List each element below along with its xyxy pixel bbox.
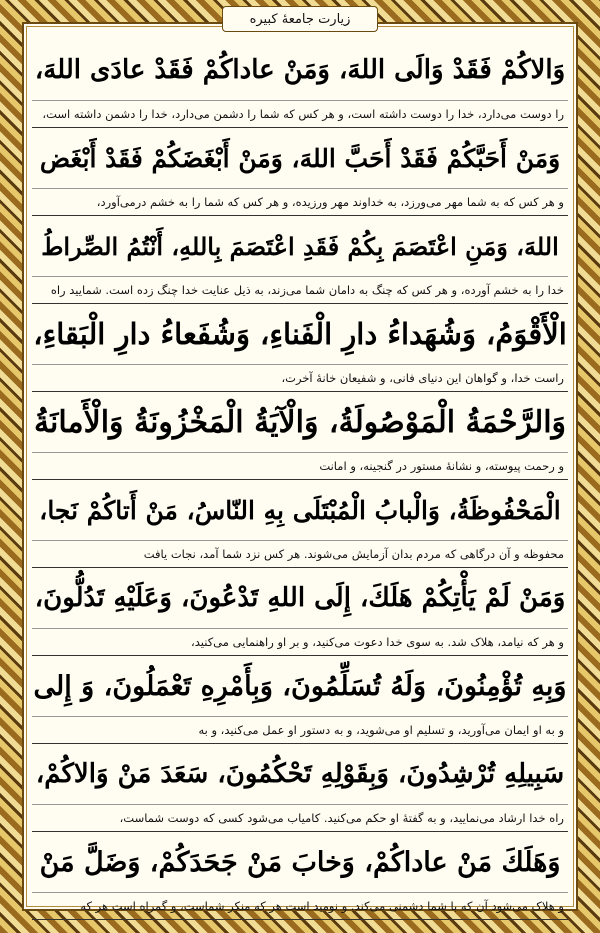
persian-translation: را دوست می‌دارد، خدا را دوست داشته است، و هر کس که شما را دشمن می‌دارد، خدا را دشمن داشته است، bbox=[32, 101, 568, 128]
verse-block bbox=[32, 656, 568, 744]
verse-block bbox=[32, 40, 568, 128]
text-body bbox=[32, 40, 568, 913]
persian-translation: خدا را به خشم آورده، و هر کس که چنگ به دامان شما می‌زند، به ذیل عنایت خدا چنگ زده است. شمایید راه bbox=[32, 277, 568, 304]
arabic-line: وَمَنْ أَحَبَّكُمْ فَقَدْ أَحَبَّ اللهَ، وَمَنْ أَبْغَضَكُمْ فَقَدْ أَبْغَض bbox=[32, 128, 568, 189]
verse-block bbox=[32, 832, 568, 920]
arabic-line: اللهَ، وَمَنِ اعْتَصَمَ بِكُمْ فَقَدِ اعْتَصَمَ بِاللهِ، أَنْتُمُ الصِّراطُ bbox=[32, 216, 568, 277]
verse-block bbox=[32, 568, 568, 656]
persian-translation: محفوظه و آن درگاهی که مردم بدان آزمایش می‌شوند. هر کس نزد شما آمد، نجات یافت bbox=[32, 541, 568, 568]
persian-translation: راه خدا ارشاد می‌نمایید، و به گفتهٔ او حکم می‌کنید. کامیاب می‌شود کسی که دوست شماست، bbox=[32, 805, 568, 832]
arabic-line: وَهَلَكَ مَنْ عاداكُمْ، وَخابَ مَنْ جَحَدَكُمْ، وَضَلَّ مَنْ bbox=[32, 832, 568, 893]
arabic-line: سَبِيلِهِ تُرْشِدُونَ، وَبِقَوْلِهِ تَحْكُمُونَ، سَعَدَ مَنْ وَالاكُمْ، bbox=[32, 744, 568, 805]
arabic-line: وَمَنْ لَمْ يَأْتِكُمْ هَلَكَ، إِلَى اللهِ تَدْعُونَ، وَعَلَيْهِ تَدُلُّونَ، bbox=[32, 568, 568, 629]
arabic-line: وَالاكُمْ فَقَدْ وَالَى اللهَ، وَمَنْ عاداكُمْ فَقَدْ عادَى اللهَ، bbox=[32, 40, 568, 101]
arabic-line: وَبِهِ تُؤْمِنُونَ، وَلَهُ تُسَلِّمُونَ، وَبِأَمْرِهِ تَعْمَلُونَ، وَ إِلى bbox=[32, 656, 568, 717]
verse-block bbox=[32, 128, 568, 216]
page-title: زیارت جامعهٔ کبیره bbox=[222, 6, 378, 32]
arabic-line: الْأَقْوَمُ، وَشُهَداءُ دارِ الْفَناءِ، وَشُفَعاءُ دارِ الْبَقاءِ، bbox=[32, 304, 568, 365]
verse-block bbox=[32, 392, 568, 480]
arabic-line: الْمَحْفُوظَةُ، وَالْبابُ الْمُبْتَلَى بِهِ النّاسُ، مَنْ أَتاكُمْ نَجا، bbox=[32, 480, 568, 541]
persian-translation: راست خدا، و گواهان این دنیای فانی، و شفیعان خانهٔ آخرت، bbox=[32, 365, 568, 392]
verse-block bbox=[32, 304, 568, 392]
verse-block bbox=[32, 744, 568, 832]
verse-block bbox=[32, 480, 568, 568]
persian-translation: و هر که نیامد، هلاک شد. به سوی خدا دعوت می‌کنید، و بر او راهنمایی می‌کنید، bbox=[32, 629, 568, 656]
persian-translation: و به او ایمان می‌آورید، و تسلیم او می‌شوید، و به دستور او عمل می‌کنید، و به bbox=[32, 717, 568, 744]
arabic-line: وَالرَّحْمَةُ الْمَوْصُولَةُ، وَالْآيَةُ الْمَخْزُونَةُ وَالْأَمانَةُ bbox=[32, 392, 568, 453]
persian-translation: و هر کس که به شما مهر می‌ورزد، به خداوند مهر ورزیده، و هر کس که شما را به خشم درمی‌آورد، bbox=[32, 189, 568, 216]
persian-translation: و رحمت پیوسته، و نشانهٔ مستور در گنجینه، و امانت bbox=[32, 453, 568, 480]
persian-translation: و هلاک می‌شود آن که با شما دشمنی می‌کند. و نومید است هر که منکر شماست، و گمراه است هر که bbox=[32, 893, 568, 920]
verse-block bbox=[32, 216, 568, 304]
